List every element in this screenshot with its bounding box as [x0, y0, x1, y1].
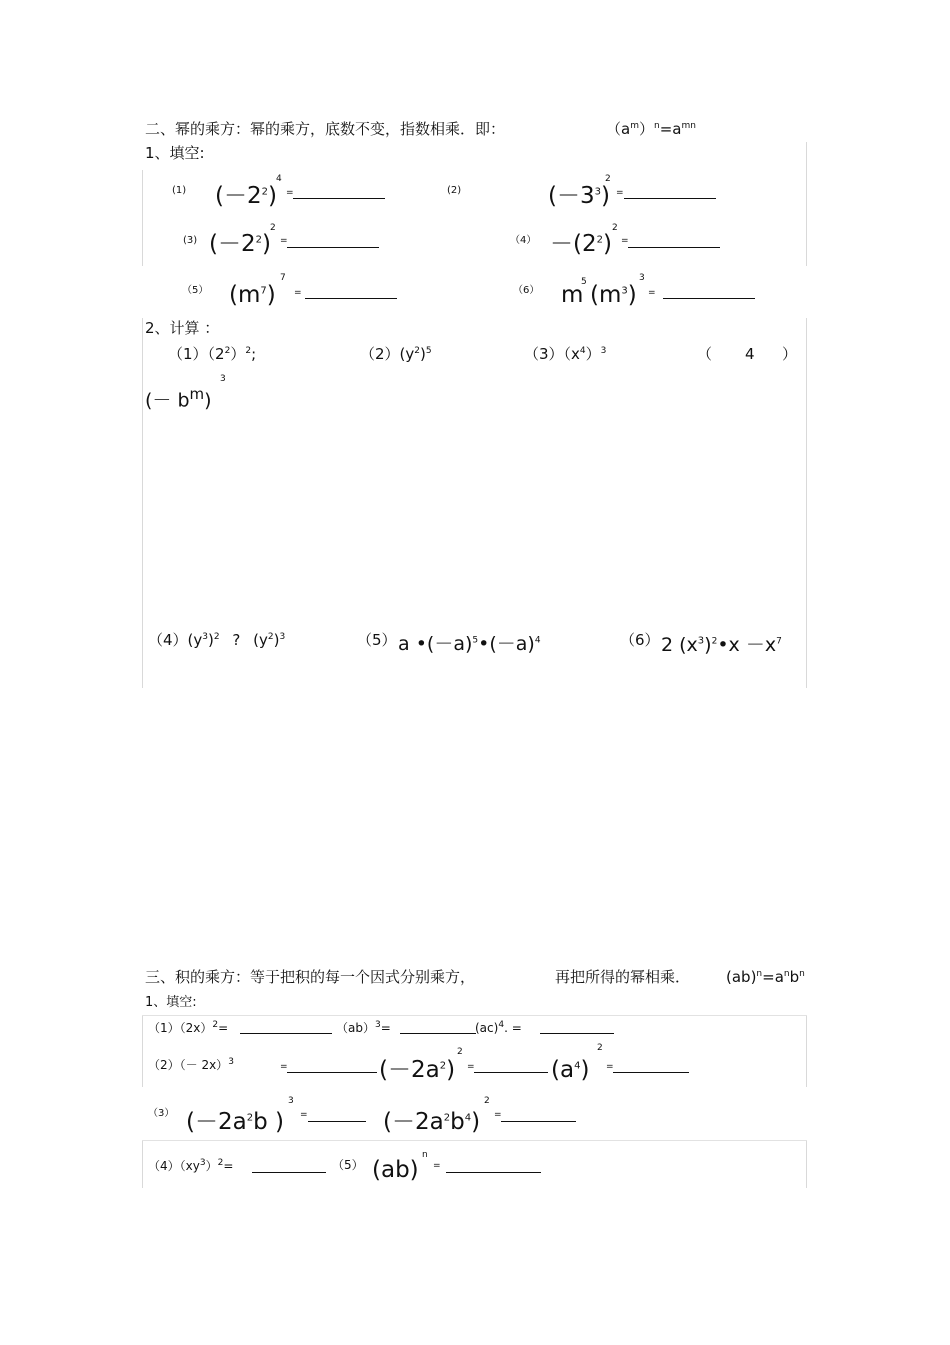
answer-blank[interactable] — [240, 1033, 332, 1034]
calc-problem-4b: $(4)(y^3)^2$ ? $(y^2)^3$ — [148, 631, 286, 649]
section3-heading-continued: 再把所得的幂相乘． — [555, 968, 691, 986]
problem-expression: $(-2^2)$ — [209, 231, 271, 257]
exponent: 2 — [605, 174, 611, 184]
answer-blank[interactable] — [628, 247, 720, 248]
answer-blank[interactable] — [400, 1033, 476, 1034]
answer-blank[interactable] — [446, 1172, 541, 1173]
calc-problem-4-number: 4 — [745, 345, 755, 363]
equals: = — [294, 288, 302, 298]
calc-problem-4-close: ） — [782, 345, 798, 363]
answer-blank[interactable] — [501, 1121, 576, 1122]
fill-row-2: $(2)(- 2x)^3$ — [148, 1057, 234, 1072]
problem-number: (2) — [447, 185, 462, 196]
table-border-right — [806, 318, 807, 688]
exponent: 2 — [457, 1047, 463, 1057]
exponent: 4 — [276, 174, 282, 184]
calc-problem-4-open: （ — [697, 345, 713, 363]
fill-row-3b: $(-2a^2b^4)$ — [383, 1109, 481, 1135]
problem-number: （6） — [513, 285, 540, 296]
answer-blank[interactable] — [474, 1072, 548, 1073]
part1-label: 1、填空: — [145, 144, 205, 162]
fill-row-1c: (ac)$^4$. = — [475, 1020, 522, 1035]
problem-number: （4） — [510, 235, 537, 246]
exponent: 2 — [612, 223, 618, 233]
table-border-right — [806, 1015, 807, 1087]
fill-row-2b: $(-2a^2)$ — [379, 1057, 456, 1083]
problem-expression: $(-3^3)$ — [548, 183, 610, 209]
problem-expression: $-(2^2)$ — [550, 231, 612, 257]
product-rule-formula: $(ab)^n=a^nb^n$ — [726, 968, 805, 986]
part2-label: 2、计算 ： — [145, 319, 220, 337]
exponent: 2 — [270, 223, 276, 233]
problem-number: (1) — [172, 185, 187, 196]
problem-number: （5） — [357, 631, 397, 649]
exponent: n — [422, 1150, 428, 1160]
section3-heading: 三、积的乘方：等于把积的每一个因式分别乘方， — [145, 968, 476, 986]
equals: = — [300, 1110, 308, 1120]
fill-row-4a: $(4)(xy^3)^2=$ — [148, 1158, 234, 1173]
equals: = — [280, 1062, 288, 1072]
section2-heading: 二、幂的乘方：幂的乘方，底数不变，指数相乘．即： — [145, 120, 506, 138]
exponent: 3 — [288, 1096, 294, 1106]
section3-part1-label: 1、填空: — [145, 995, 197, 1010]
table-border-top — [142, 1015, 807, 1016]
answer-blank[interactable] — [663, 298, 755, 299]
problem-expression: $(-2^2)$ — [215, 183, 277, 209]
problem-number: (3) — [183, 235, 198, 246]
calc-problem-3: $(3)(x^4)^3$ — [524, 345, 607, 363]
answer-blank[interactable] — [308, 1121, 366, 1122]
equals: = — [606, 1062, 614, 1072]
fill-row-3a: ($-2a^2b$ ) — [186, 1109, 284, 1135]
equals: = — [286, 188, 294, 198]
exponent: 7 — [280, 273, 286, 283]
problem-expression: $(m^7)$ — [229, 282, 276, 308]
table-border-right — [806, 1140, 807, 1188]
equals: = — [621, 236, 629, 246]
exponent: 2 — [484, 1096, 490, 1106]
equals: = — [616, 188, 624, 198]
exponent: 5 — [581, 277, 587, 287]
answer-blank[interactable] — [624, 198, 716, 199]
problem-number: （3） — [148, 1108, 175, 1119]
problem-expression: m — [561, 282, 584, 308]
equals: = — [433, 1161, 441, 1171]
exponent: 2 — [597, 1043, 603, 1053]
fill-row-1: $(1)(2x)^2=$ — [148, 1020, 229, 1035]
answer-blank[interactable] — [305, 298, 397, 299]
calc-problem-4-expression: (－ $b^m$) — [145, 385, 212, 412]
answer-blank[interactable] — [540, 1033, 614, 1034]
calc-problem-2: $(2)(y^2)^5$ — [360, 345, 432, 363]
equals: = — [494, 1110, 502, 1120]
fill-row-2c: $(a^4)$ — [551, 1057, 590, 1083]
calc-problem-1: $(1)(2^2)^2$; — [168, 345, 257, 363]
exponent: 3 — [220, 374, 226, 384]
fill-row-1b: （ab）$^3$= — [336, 1020, 391, 1035]
problem-number: （5） — [182, 285, 209, 296]
problem-expression: $(m^3)$ — [590, 282, 637, 308]
fill-row-4b: (ab) — [372, 1157, 419, 1183]
calc-problem-5: a $•(-a)^5•(-a)^4$ — [398, 633, 541, 655]
table-border-right — [806, 142, 807, 266]
exponent: 3 — [639, 273, 645, 283]
problem-number: （6） — [620, 631, 660, 649]
equals: = — [648, 288, 656, 298]
table-border-top — [142, 1140, 807, 1141]
power-rule-formula: $(a^m)^n=a^{mn}$ — [606, 120, 696, 138]
problem-number: （5） — [332, 1158, 364, 1172]
table-border-left — [142, 1140, 143, 1188]
table-border-left — [142, 170, 143, 266]
answer-blank[interactable] — [252, 1172, 326, 1173]
calc-problem-6: 2 $(x^3)^2•x -x^7$ — [661, 634, 782, 656]
answer-blank[interactable] — [613, 1072, 689, 1073]
equals: = — [280, 236, 288, 246]
answer-blank[interactable] — [293, 198, 385, 199]
table-border-left — [142, 318, 143, 688]
equals: = — [467, 1062, 475, 1072]
answer-blank[interactable] — [287, 247, 379, 248]
answer-blank[interactable] — [287, 1072, 377, 1073]
table-border-left — [142, 1015, 143, 1087]
